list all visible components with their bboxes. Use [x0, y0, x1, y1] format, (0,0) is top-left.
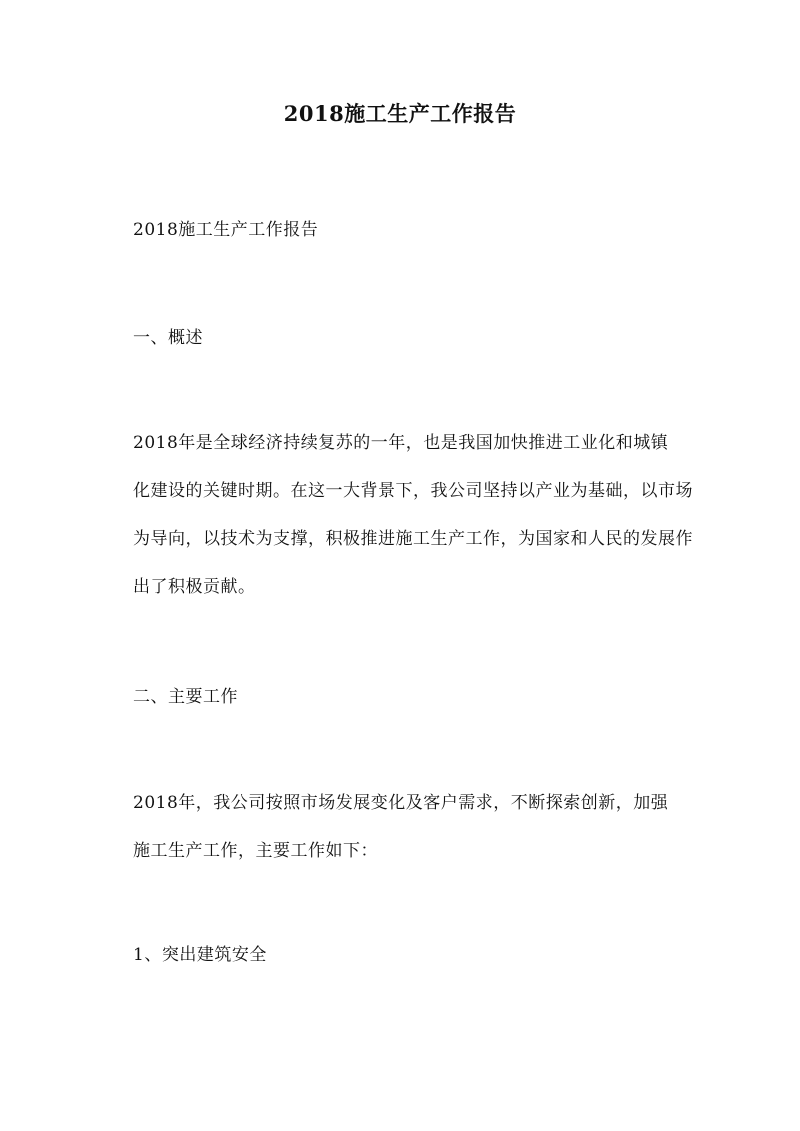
section-heading-main-work: 二、主要工作 [133, 687, 238, 707]
paragraph-line: 施工生产工作，主要工作如下： [133, 841, 378, 861]
paragraph-line: 2018年，我公司按照市场发展变化及客户需求，不断探索创新，加强 [133, 793, 669, 813]
section-heading-overview: 一、概述 [133, 328, 203, 348]
paragraph-line: 出了积极贡献。 [133, 577, 256, 597]
document-subtitle: 2018施工生产工作报告 [133, 220, 319, 240]
paragraph-line: 化建设的关键时期。在这一大背景下，我公司坚持以产业为基础，以市场 [133, 481, 693, 501]
item-heading-building-safety: 1、突出建筑安全 [133, 945, 267, 965]
document-title: 2018施工生产工作报告 [283, 101, 517, 126]
paragraph-line: 2018年是全球经济持续复苏的一年，也是我国加快推进工业化和城镇 [133, 433, 669, 453]
main-work-paragraph [133, 779, 693, 875]
overview-paragraph [133, 419, 693, 611]
paragraph-line: 为导向，以技术为支撑，积极推进施工生产工作，为国家和人民的发展作 [133, 529, 693, 549]
